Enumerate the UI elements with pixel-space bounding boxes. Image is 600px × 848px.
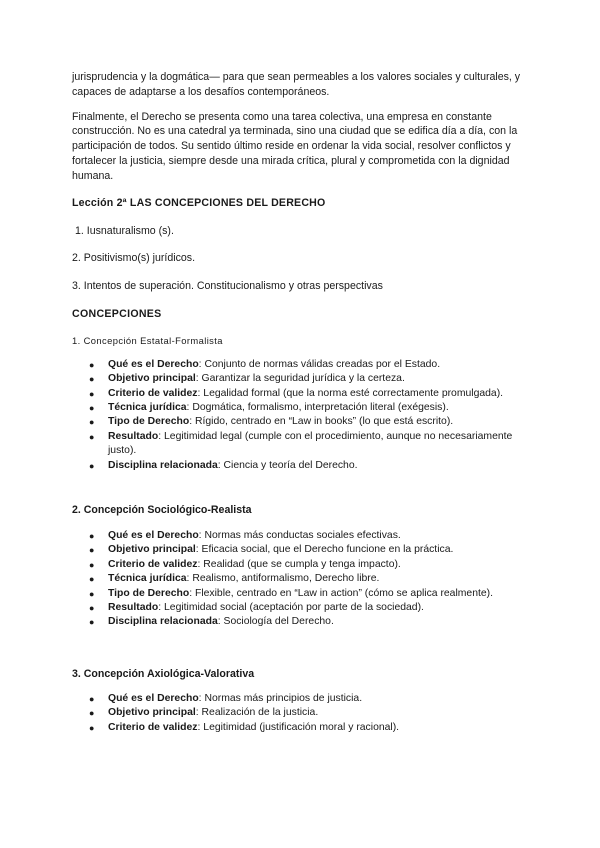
item-label: Criterio de validez	[108, 721, 198, 733]
bullet-icon: ●	[89, 617, 95, 628]
bullet-icon: ●	[89, 431, 95, 442]
item-label: Técnica jurídica	[108, 573, 187, 585]
bullet-icon: ●	[89, 388, 95, 399]
item-label: Criterio de validez	[108, 387, 198, 399]
bullet-icon: ●	[89, 588, 95, 599]
item-label: Qué es el Derecho	[108, 692, 199, 704]
list-item	[72, 372, 538, 386]
list-item	[72, 706, 538, 720]
list-item	[72, 692, 538, 706]
item-label: Tipo de Derecho	[108, 587, 190, 599]
bullet-icon: ●	[89, 374, 95, 385]
list-item	[72, 459, 538, 473]
item-text: : Realidad (que se cumpla y tenga impacto).	[197, 558, 401, 570]
list-item	[72, 601, 538, 615]
lesson-item: 1. Iusnaturalismo (s).	[75, 224, 174, 237]
item-text: : Legitimidad legal (cumple con el procedimiento, aunque no necesariamente justo).	[108, 430, 513, 457]
bullet-icon: ●	[89, 417, 95, 428]
bullet-list	[72, 692, 538, 735]
list-item	[72, 587, 538, 601]
section-title: 3. Concepción Axiológica-Valorativa	[72, 667, 255, 680]
bullet-icon: ●	[89, 460, 95, 471]
bullet-icon: ●	[89, 402, 95, 413]
bullet-icon: ●	[89, 359, 95, 370]
lesson-title: Lección 2ª LAS CONCEPCIONES DEL DERECHO	[72, 196, 326, 209]
bullet-list	[72, 529, 538, 630]
list-item	[72, 721, 538, 735]
item-label: Objetivo principal	[108, 373, 196, 385]
item-text: : Legalidad formal (que la norma esté correctamente promulgada).	[197, 387, 504, 399]
item-text: : Garantizar la seguridad jurídica y la certeza.	[195, 373, 405, 385]
item-text: : Eficacia social, que el Derecho funcione en la práctica.	[195, 544, 454, 556]
bullet-icon: ●	[89, 708, 95, 719]
bullet-icon: ●	[89, 559, 95, 570]
concepciones-heading: CONCEPCIONES	[72, 307, 162, 320]
document-page	[72, 70, 538, 735]
lesson-item: 2. Positivismo(s) jurídicos.	[72, 252, 196, 265]
bullet-icon: ●	[89, 531, 95, 542]
item-label: Qué es el Derecho	[108, 358, 199, 370]
item-label: Objetivo principal	[108, 707, 196, 719]
bullet-icon: ●	[89, 574, 95, 585]
item-label: Disciplina relacionada	[108, 459, 218, 471]
item-text: : Normas más conductas sociales efectivas.	[198, 530, 401, 542]
item-text: : Realismo, antiformalismo, Derecho libre.	[186, 573, 380, 585]
lesson-item: 3. Intentos de superación. Constitucionalismo y otras perspectivas	[72, 280, 383, 293]
intro-paragraph: jurisprudencia y la dogmática— para que sean permeables a los valores sociales y culturales, y capaces de adaptarse a los desafíos contemporáneos.	[72, 71, 521, 98]
item-text: : Conjunto de normas válidas creadas por el Estado.	[198, 358, 441, 370]
list-item	[72, 401, 538, 415]
item-label: Tipo de Derecho	[108, 416, 190, 428]
item-label: Objetivo principal	[108, 544, 196, 556]
list-item	[72, 572, 538, 586]
list-item	[72, 543, 538, 557]
list-item	[72, 615, 538, 629]
section-title: 1. Concepción Estatal-Formalista	[72, 334, 223, 346]
list-item	[72, 558, 538, 572]
item-label: Técnica jurídica	[108, 401, 187, 413]
bullet-icon: ●	[89, 722, 95, 733]
item-text: : Legitimidad social (aceptación por parte de la sociedad).	[158, 602, 424, 614]
bullet-list	[72, 358, 538, 473]
item-label: Resultado	[108, 602, 159, 614]
bullet-icon: ●	[89, 603, 95, 614]
item-label: Criterio de validez	[108, 558, 198, 570]
item-label: Resultado	[108, 430, 159, 442]
list-item	[72, 430, 538, 459]
list-item	[72, 415, 538, 429]
list-item	[72, 387, 538, 401]
bullet-icon: ●	[89, 693, 95, 704]
section-title: 2. Concepción Sociológico-Realista	[72, 504, 252, 517]
item-text: : Rígido, centrado en “Law in books” (lo que está escrito).	[189, 416, 454, 428]
item-label: Qué es el Derecho	[108, 530, 199, 542]
item-text: : Flexible, centrado en “Law in action” (cómo se aplica realmente).	[189, 587, 493, 599]
item-text: : Realización de la justicia.	[195, 707, 319, 719]
bullet-icon: ●	[89, 545, 95, 556]
list-item	[72, 529, 538, 543]
item-text: : Dogmática, formalismo, interpretación literal (exégesis).	[186, 401, 449, 413]
item-text: : Legitimidad (justificación moral y racional).	[197, 721, 400, 733]
item-label: Disciplina relacionada	[108, 616, 218, 628]
list-item	[72, 358, 538, 372]
closing-paragraph: Finalmente, el Derecho se presenta como una tarea colectiva, una empresa en constante construcción. No es una catedral ya terminada, sino una ciudad que se edifica día a día, con la participación de todos. Su sentido último reside en ordenar la vida social, resolver conflictos y fortalecer la justicia, siempre desde una mirada crítica, plural y comprometida con la dignidad humana.	[72, 110, 518, 182]
item-text: : Normas más principios de justicia.	[198, 692, 363, 704]
item-text: : Sociología del Derecho.	[217, 616, 334, 628]
item-text: : Ciencia y teoría del Derecho.	[217, 459, 358, 471]
